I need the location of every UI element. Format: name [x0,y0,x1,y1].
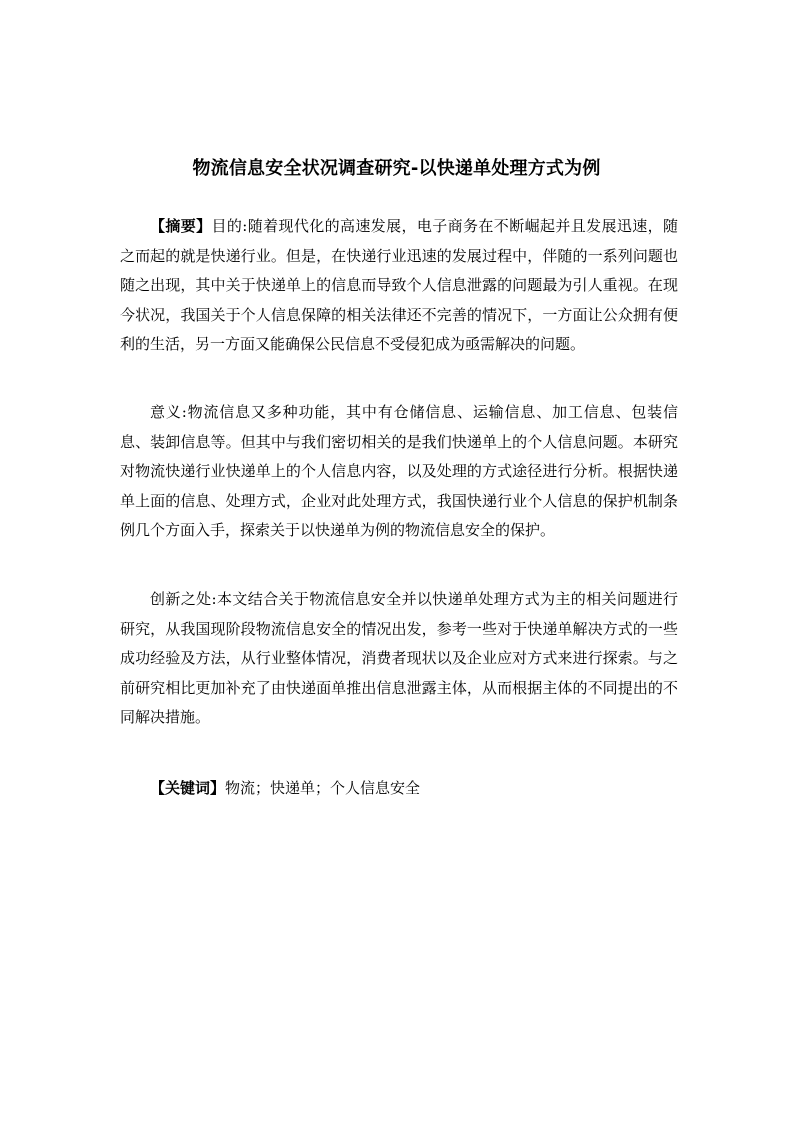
meaning-text: 意义:物流信息又多种功能，其中有仓储信息、运输信息、加工信息、包装信息、装卸信息等。但其中与我们密切相关的是我们快递单上的个人信息问题。本研究对物流快递行业快递单上的个人信息内容，以及处理的方式途径进行分析。根据快递单上面的信息、处理方式，企业对此处理方式，我国快递行业个人信息的保护机制条例几个方面入手，探索关于以快递单为例的物流信息安全的保护。 [120,403,678,539]
abstract-label: 【摘要】 [150,217,212,235]
keywords-paragraph [120,774,678,804]
innovation-text: 创新之处:本文结合关于物流信息安全并以快递单处理方式为主的相关问题进行研究，从我国现阶段物流信息安全的情况出发，参考一些对于快递单解决方式的一些成功经验及方法，从行业整体情况，消费者现状以及企业应对方式来进行探索。与之前研究相比更加补充了由快递面单推出信息泄露主体，从而根据主体的不同提出的不同解决措施。 [120,590,678,726]
innovation-paragraph [120,585,678,733]
keywords-label: 【关键词】 [150,779,226,797]
abstract-paragraph [120,212,678,360]
keywords-text: 物流；快递单；个人信息安全 [225,779,421,797]
meaning-paragraph [120,398,678,546]
document-title: 物流信息安全状况调查研究-以快递单处理方式为例 [192,158,601,179]
abstract-text: 目的:随着现代化的高速发展，电子商务在不断崛起并且发展迅速，随之而起的就是快递行业。但是，在快递行业迅速的发展过程中，伴随的一系列问题也随之出现，其中关于快递单上的信息而导致个人信息泄露的问题最为引人重视。在现今状况，我国关于个人信息保障的相关法律还不完善的情况下，一方面让公众拥有便利的生活，另一方面又能确保公民信息不受侵犯成为亟需解决的问题。 [120,217,678,353]
